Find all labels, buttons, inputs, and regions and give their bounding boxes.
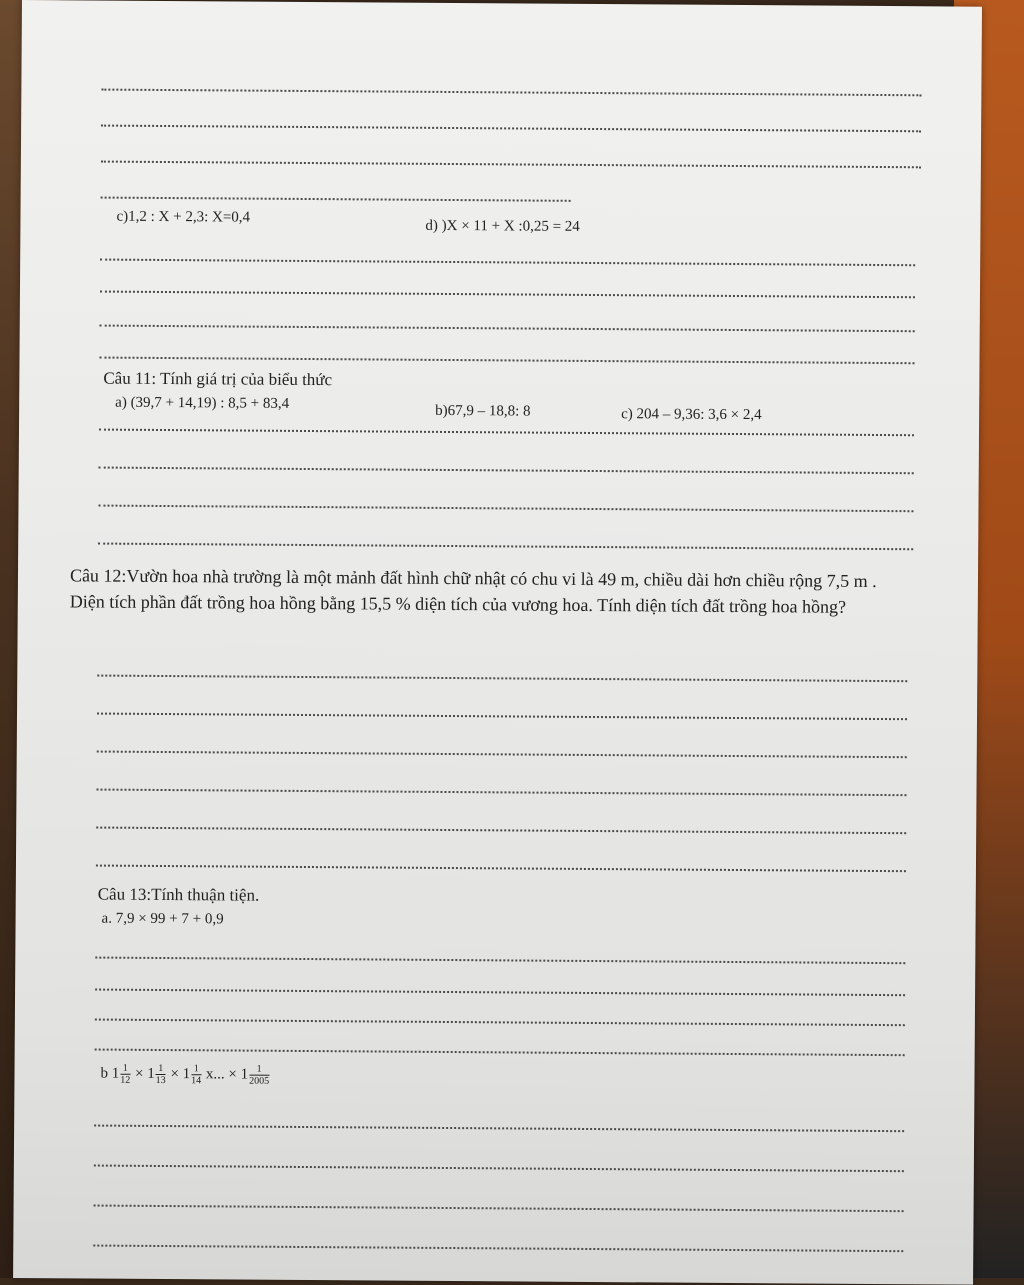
mixed-fraction-product	[111, 1062, 271, 1087]
answer-line	[101, 89, 921, 97]
operator: ×	[166, 1065, 179, 1083]
answer-line	[95, 957, 905, 965]
answer-line	[99, 357, 914, 365]
fraction-numerator: 1	[249, 1064, 269, 1076]
question-11-title: Câu 11: Tính giá trị của biểu thức	[103, 368, 333, 390]
answer-line	[96, 789, 906, 797]
exercise-c: c)1,2 : X + 2,3: X=0,4	[116, 208, 251, 226]
fraction-denominator: 13	[155, 1074, 166, 1087]
answer-line	[98, 543, 913, 551]
fraction	[120, 1063, 130, 1086]
answer-line	[95, 1049, 905, 1057]
answer-line	[97, 675, 907, 683]
fraction	[156, 1063, 166, 1086]
fraction	[249, 1064, 269, 1087]
answer-line	[94, 1205, 904, 1213]
operator: ×	[131, 1065, 144, 1082]
fraction	[191, 1063, 201, 1086]
answer-line	[100, 325, 915, 333]
fraction-denominator: 14	[191, 1075, 202, 1087]
fraction-numerator: 1	[120, 1063, 130, 1075]
answer-line	[96, 865, 906, 873]
mixed-number-whole: 1	[111, 1065, 120, 1082]
answer-line	[94, 1165, 904, 1173]
worksheet-page	[13, 0, 982, 1285]
fraction-numerator: 1	[191, 1063, 201, 1075]
answer-line	[99, 429, 914, 437]
fraction-denominator: 12	[120, 1074, 131, 1086]
mixed-number-whole: 1	[236, 1066, 249, 1083]
question-13-b	[100, 1063, 270, 1087]
answer-line	[96, 827, 906, 835]
question-13-a: a. 7,9 × 99 + 7 + 0,9	[101, 910, 224, 928]
exercise-d: d) )X × 11 + X :0,25 = 24	[425, 217, 580, 235]
answer-line	[100, 259, 915, 267]
answer-line	[94, 1125, 904, 1133]
answer-line	[95, 989, 905, 997]
question-11-b: b)67,9 – 18,8: 8	[435, 402, 531, 420]
question-12-text: Câu 12:Vườn hoa nhà trường là một mảnh đất hình chữ nhật có chu vi là 49 m, chiều dài hơn chiều rộng 7,5 m . Diện tích phần đất trồng hoa hồng bằng 15,5 % diện tích của vương hoa. Tính diện tích đất trồng hoa hồng?	[69, 565, 877, 617]
fraction-denominator: 2005	[249, 1075, 270, 1087]
operator: x... ×	[202, 1066, 237, 1083]
mixed-number-whole: 1	[143, 1065, 155, 1082]
answer-line	[100, 291, 915, 299]
question-11-a: a) (39,7 + 14,19) : 8,5 + 83,4	[115, 394, 290, 412]
answer-line	[101, 161, 921, 169]
mixed-number-whole: 1	[178, 1066, 191, 1083]
answer-line	[101, 197, 571, 202]
answer-line	[101, 125, 921, 133]
answer-line	[95, 1019, 905, 1027]
answer-line	[99, 467, 914, 475]
answer-line	[98, 505, 913, 513]
fraction-numerator: 1	[156, 1063, 166, 1075]
answer-line	[97, 713, 907, 721]
answer-line	[93, 1245, 903, 1253]
question-13-b-label: b	[100, 1065, 109, 1082]
question-13-title: Câu 13:Tính thuận tiện.	[97, 884, 260, 905]
answer-line	[97, 751, 907, 759]
question-11-c: c) 204 – 9,36: 3,6 × 2,4	[621, 406, 762, 424]
